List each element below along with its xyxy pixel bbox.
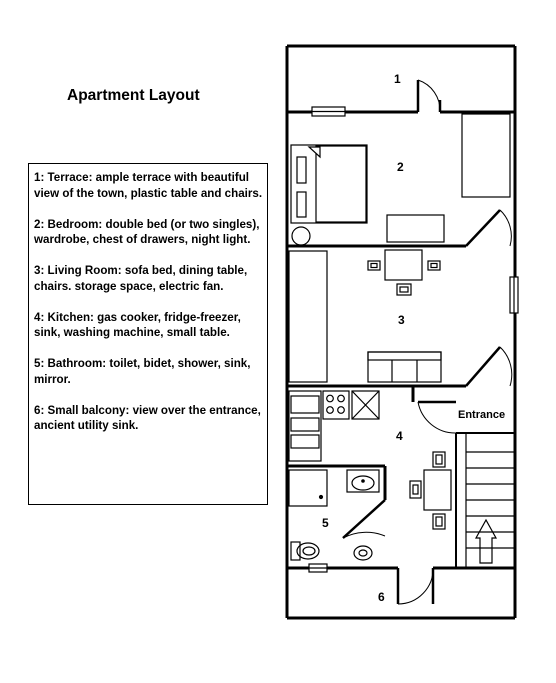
page-title: Apartment Layout [67, 87, 200, 104]
night-light [292, 227, 310, 245]
room-number-bathroom: 5 [322, 516, 329, 530]
balcony-door [398, 568, 433, 604]
up-arrow-icon [476, 520, 496, 563]
toilet [291, 542, 319, 560]
bidet [354, 546, 372, 560]
sofa-bed [368, 352, 441, 382]
room-number-kitchen: 4 [396, 429, 403, 443]
bedroom-door [466, 210, 511, 246]
room-number-living-room: 3 [398, 313, 405, 327]
room-number-bedroom: 2 [397, 160, 404, 174]
living-room-window [510, 277, 518, 313]
legend-item-desc: gas cooker, fridge-freezer, sink, washing machine, small table. [34, 310, 241, 340]
bathroom-door [343, 500, 385, 538]
staircase [456, 433, 515, 568]
legend-item-desc: toilet, bidet, shower, sink, mirror. [34, 357, 251, 386]
double-bed [291, 145, 367, 223]
legend-item-name: 5: Bathroom: [34, 357, 107, 371]
legend-item-name: 6: Small balcony: [34, 403, 130, 417]
kitchen-counter [289, 391, 379, 461]
wardrobe [462, 114, 510, 197]
legend-item-desc: view over the entrance, ancient utility sink. [34, 403, 261, 433]
legend-item-desc: ample terrace with beautiful view of the town, plastic table and chairs. [34, 171, 263, 200]
shower [289, 470, 327, 506]
living-room-door [466, 347, 512, 386]
legend-item-name: 2: Bedroom: [34, 217, 103, 231]
legend-item-name: 4: Kitchen: [34, 310, 94, 324]
legend-item-desc: double bed (or two singles), wardrobe, chest of drawers, night light. [34, 217, 260, 247]
room-number-terrace: 1 [394, 72, 401, 86]
room-number-balcony: 6 [378, 590, 385, 604]
storage-space [289, 251, 327, 382]
legend-item-name: 3: Living Room: [34, 264, 122, 278]
legend-item-desc: sofa bed, dining table, chairs. storage space, electric fan. [34, 264, 248, 293]
dining-table [368, 250, 440, 295]
bathroom-window [309, 564, 327, 572]
legend-item-name: 1: Terrace: [34, 171, 93, 184]
bathroom-sink [347, 470, 379, 492]
entrance-label: Entrance [458, 409, 506, 421]
terrace-door [418, 80, 440, 112]
chest-of-drawers [387, 215, 444, 242]
kitchen-table [410, 452, 451, 529]
bedroom-window [312, 107, 345, 116]
